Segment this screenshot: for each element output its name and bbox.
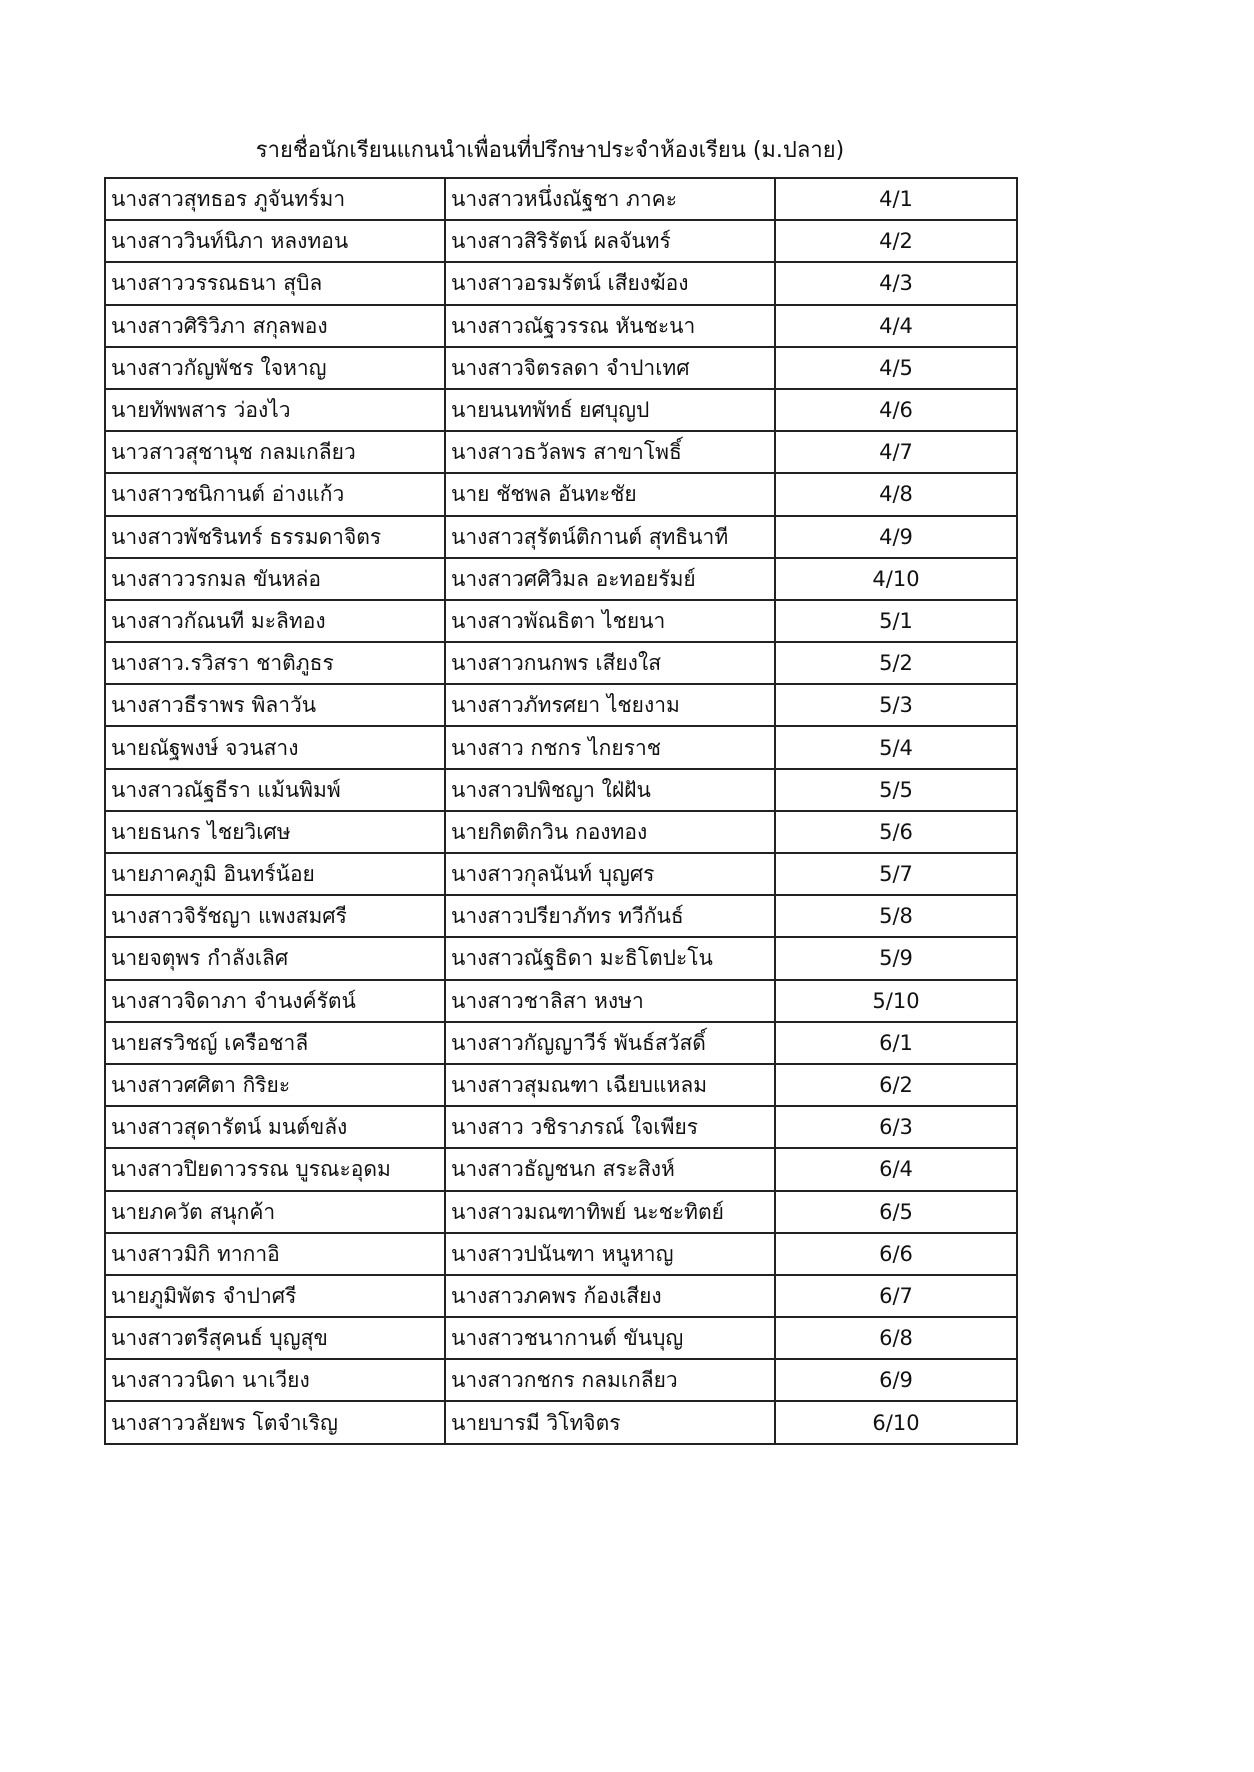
table-row xyxy=(105,684,1017,726)
student-name-cell: นางสาวธัญชนก สระสิงห์ xyxy=(445,1148,775,1190)
student-name-cell: นางสาวจิรัชญา แพงสมศรี xyxy=(105,895,445,937)
student-name-cell: นางสาวกุลนันท์ บุญศร xyxy=(445,853,775,895)
classroom-cell: 6/2 xyxy=(775,1064,1017,1106)
student-name-cell: นายธนกร ไชยวิเศษ xyxy=(105,811,445,853)
classroom-cell: 4/2 xyxy=(775,220,1017,262)
table-row xyxy=(105,305,1017,347)
table-row xyxy=(105,347,1017,389)
student-name-cell: นายภูมิพัตร จำปาศรี xyxy=(105,1275,445,1317)
student-name-cell: นางสาว กชกร ไกยราช xyxy=(445,726,775,768)
student-name-cell: นางสาวปรียาภัทร ทวีกันธ์ xyxy=(445,895,775,937)
student-name-cell: นางสาววินท์นิภา หลงทอน xyxy=(105,220,445,262)
student-name-cell: นางสาวมณฑาทิพย์ นะชะทิตย์ xyxy=(445,1191,775,1233)
student-name-cell: นางสาวหนึ่งณัฐชา ภาคะ xyxy=(445,178,775,220)
student-name-cell: นางสาวอรมรัตน์ เสียงฆ้อง xyxy=(445,262,775,304)
table-row xyxy=(105,1359,1017,1401)
classroom-cell: 4/6 xyxy=(775,389,1017,431)
student-name-cell: นางสาวสิริรัตน์ ผลจันทร์ xyxy=(445,220,775,262)
table-row xyxy=(105,1022,1017,1064)
student-name-cell: นายนนทพัทธ์ ยศบุญป xyxy=(445,389,775,431)
student-name-cell: นางสาวศิริวิภา สกุลพอง xyxy=(105,305,445,347)
student-name-cell: นางสาวณัฐธีรา แม้นพิมพ์ xyxy=(105,769,445,811)
classroom-cell: 6/7 xyxy=(775,1275,1017,1317)
classroom-cell: 5/5 xyxy=(775,769,1017,811)
student-name-cell: นางสาวกัญพัชร ใจหาญ xyxy=(105,347,445,389)
student-name-cell: นางสาวพัณธิตา ไชยนา xyxy=(445,600,775,642)
table-row xyxy=(105,1233,1017,1275)
student-name-cell: นายภาคภูมิ อินทร์น้อย xyxy=(105,853,445,895)
table-row xyxy=(105,1064,1017,1106)
classroom-cell: 4/9 xyxy=(775,516,1017,558)
student-name-cell: นางสาวจิดาภา จำนงค์รัตน์ xyxy=(105,980,445,1022)
classroom-cell: 5/6 xyxy=(775,811,1017,853)
student-name-cell: นางสาวธีราพร พิลาวัน xyxy=(105,684,445,726)
student-name-cell: นายณัฐพงษ์ จวนสาง xyxy=(105,726,445,768)
classroom-cell: 6/4 xyxy=(775,1148,1017,1190)
table-row xyxy=(105,1317,1017,1359)
student-name-cell: นางสาว วชิราภรณ์ ใจเพียร xyxy=(445,1106,775,1148)
table-row xyxy=(105,726,1017,768)
classroom-cell: 6/6 xyxy=(775,1233,1017,1275)
table-row xyxy=(105,178,1017,220)
student-name-cell: นางสาวกชกร กลมเกลียว xyxy=(445,1359,775,1401)
classroom-cell: 4/4 xyxy=(775,305,1017,347)
classroom-cell: 5/4 xyxy=(775,726,1017,768)
classroom-cell: 4/5 xyxy=(775,347,1017,389)
student-name-cell: นางสาวศศิวิมล อะทอยรัมย์ xyxy=(445,558,775,600)
student-name-cell: นายกิตติกวิน กองทอง xyxy=(445,811,775,853)
student-name-cell: นางสาวปพิชญา ใฝ่ฝัน xyxy=(445,769,775,811)
table-row xyxy=(105,262,1017,304)
classroom-cell: 5/8 xyxy=(775,895,1017,937)
classroom-cell: 5/1 xyxy=(775,600,1017,642)
student-name-cell: นางสาววรรณธนา สุบิล xyxy=(105,262,445,304)
table-row xyxy=(105,431,1017,473)
table-row xyxy=(105,642,1017,684)
classroom-cell: 4/7 xyxy=(775,431,1017,473)
table-row xyxy=(105,853,1017,895)
classroom-cell: 4/8 xyxy=(775,473,1017,515)
student-name-cell: นางสาวพัชรินทร์ ธรรมดาจิตร xyxy=(105,516,445,558)
table-row xyxy=(105,811,1017,853)
student-name-cell: นางสาววลัยพร โตจำเริญ xyxy=(105,1401,445,1443)
student-name-cell: นางสาวสุทธอร ภูจันทร์มา xyxy=(105,178,445,220)
student-name-cell: นางสาวปิยดาวรรณ บูรณะอุดม xyxy=(105,1148,445,1190)
table-row xyxy=(105,389,1017,431)
student-name-cell: นางสาวสุดารัตน์ มนต์ขลัง xyxy=(105,1106,445,1148)
classroom-cell: 4/1 xyxy=(775,178,1017,220)
student-name-cell: นางสาวภัทรศยา ไชยงาม xyxy=(445,684,775,726)
classroom-cell: 6/8 xyxy=(775,1317,1017,1359)
student-name-cell: นางสาวณัฐธิดา มะธิโตปะโน xyxy=(445,937,775,979)
classroom-cell: 5/7 xyxy=(775,853,1017,895)
classroom-cell: 5/9 xyxy=(775,937,1017,979)
table-row xyxy=(105,516,1017,558)
student-name-cell: นางสาวชนากานต์ ขันบุญ xyxy=(445,1317,775,1359)
classroom-cell: 6/1 xyxy=(775,1022,1017,1064)
table-row xyxy=(105,769,1017,811)
student-name-cell: นางสาวมิกิ ทากาอิ xyxy=(105,1233,445,1275)
student-name-cell: นายทัพพสาร ว่องไว xyxy=(105,389,445,431)
student-name-cell: นางสาวสุรัตน์ติกานต์ สุทธินาที xyxy=(445,516,775,558)
table-row xyxy=(105,473,1017,515)
table-row xyxy=(105,600,1017,642)
student-name-cell: นางสาวกัณนที มะลิทอง xyxy=(105,600,445,642)
table-row xyxy=(105,1275,1017,1317)
table-row xyxy=(105,1191,1017,1233)
student-name-cell: นางสาววนิดา นาเวียง xyxy=(105,1359,445,1401)
table-row xyxy=(105,1401,1017,1443)
student-name-cell: นางสาวสุมณฑา เฉียบแหลม xyxy=(445,1064,775,1106)
student-name-cell: นางสาววรกมล ขันหล่อ xyxy=(105,558,445,600)
table-row xyxy=(105,895,1017,937)
table-row xyxy=(105,937,1017,979)
classroom-cell: 4/3 xyxy=(775,262,1017,304)
table-row xyxy=(105,1106,1017,1148)
classroom-cell: 6/5 xyxy=(775,1191,1017,1233)
classroom-cell: 6/10 xyxy=(775,1401,1017,1443)
student-name-cell: นางสาว.รวิสรา ชาติภูธร xyxy=(105,642,445,684)
student-name-cell: นางสาวภคพร ก้องเสียง xyxy=(445,1275,775,1317)
classroom-cell: 4/10 xyxy=(775,558,1017,600)
student-name-cell: นางสาวกนกพร เสียงใส xyxy=(445,642,775,684)
classroom-cell: 5/10 xyxy=(775,980,1017,1022)
student-name-cell: นางสาวณัฐวรรณ หันชะนา xyxy=(445,305,775,347)
student-name-cell: นางสาวชนิกานต์ อ่างแก้ว xyxy=(105,473,445,515)
table-row xyxy=(105,558,1017,600)
classroom-cell: 5/2 xyxy=(775,642,1017,684)
student-roster-table xyxy=(104,177,1018,1445)
student-name-cell: นาวสาวสุชานุช กลมเกลียว xyxy=(105,431,445,473)
student-name-cell: นางสาวชาลิสา หงษา xyxy=(445,980,775,1022)
student-name-cell: นางสาวกัญญาวีร์ พันธ์สวัสดิ์ xyxy=(445,1022,775,1064)
student-name-cell: นางสาวธวัลพร สาขาโพธิ์ xyxy=(445,431,775,473)
student-name-cell: นางสาวปนันฑา หนูหาญ xyxy=(445,1233,775,1275)
student-name-cell: นางสาวศศิตา กิริยะ xyxy=(105,1064,445,1106)
student-name-cell: นายบารมี วิโทจิตร xyxy=(445,1401,775,1443)
classroom-cell: 6/3 xyxy=(775,1106,1017,1148)
student-name-cell: นางสาวจิตรลดา จำปาเทศ xyxy=(445,347,775,389)
student-name-cell: นางสาวตรีสุคนธ์ บุญสุข xyxy=(105,1317,445,1359)
table-row xyxy=(105,1148,1017,1190)
classroom-cell: 6/9 xyxy=(775,1359,1017,1401)
table-row xyxy=(105,980,1017,1022)
student-name-cell: นายจตุพร กำลังเลิศ xyxy=(105,937,445,979)
table-row xyxy=(105,220,1017,262)
roster-body xyxy=(105,178,1017,1444)
classroom-cell: 5/3 xyxy=(775,684,1017,726)
student-name-cell: นายสรวิชญ์ เครือชาลี xyxy=(105,1022,445,1064)
page-title: รายชื่อนักเรียนแกนนำเพื่อนที่ปรึกษาประจำห้องเรียน (ม.ปลาย) xyxy=(255,138,845,163)
student-name-cell: นายภควัต สนุกค้า xyxy=(105,1191,445,1233)
student-name-cell: นาย ชัชพล อันทะชัย xyxy=(445,473,775,515)
